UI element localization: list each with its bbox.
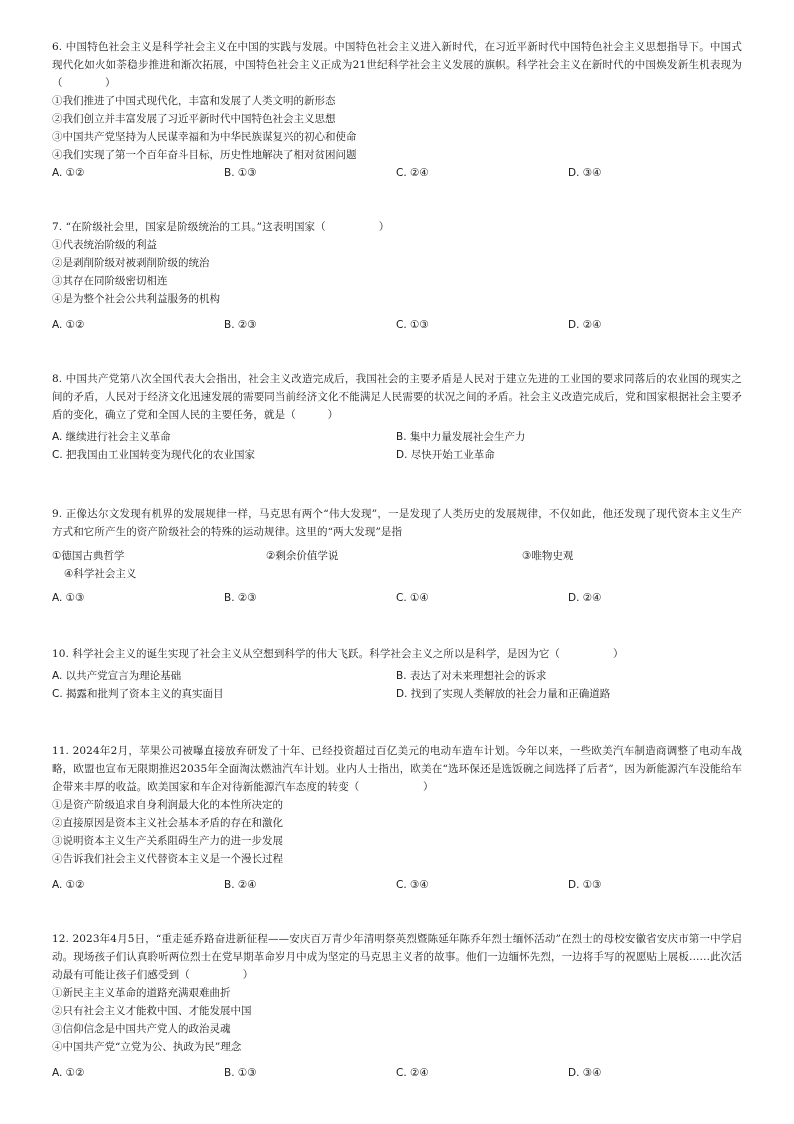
option-c[interactable]: C. 揭露和批判了资本主义的真实面目 — [52, 688, 224, 700]
answer-options — [52, 316, 742, 334]
option-c[interactable]: C. 把我国由工业国转变为现代化的农业国家 — [52, 449, 256, 461]
statement-item: ②只有社会主义才能救中国、才能发展中国 — [52, 1005, 252, 1017]
option-a[interactable]: A. ①② — [52, 879, 85, 891]
option-c[interactable]: C. ③④ — [396, 879, 429, 891]
option-d[interactable]: D. ③④ — [568, 1067, 602, 1079]
answer-options-row-1 — [52, 667, 742, 685]
question-stem: 12. 2023年4月5日，“重走延乔路奋进新征程——安庆百万青少年清明祭英烈暨陈延年陈乔年烈士缅怀活动”在烈士的母校安徽省安庆市第一中学启动。现场孩子们认真聆听两位烈士在党早期革命岁月中成为坚定的马克思主义者的故事。他们一边缅怀先烈，一边将手写的祝愿贴上展板……此次活动最有可能让孩子们感受到（ ） — [52, 933, 742, 981]
option-a[interactable]: A. ①③ — [52, 592, 85, 604]
question-stem: 9. 正像达尔文发现有机界的发展规律一样，马克思有两个“伟大发现”，一是发现了人类历史的发展规律，不仅如此，他还发现了现代资本主义生产方式和它所产生的资产阶级社会的特殊的运动规律。这里的“两大发现”是指 — [52, 508, 742, 538]
question-stem: 11. 2024年2月，苹果公司被曝直接放弃研发了十年、已经投资超过百亿美元的电动车造车计划。今年以来，一些欧美汽车制造商调整了电动车战略，欧盟也宣布无限期推迟2035年全面淘汰燃油汽车计划。业内人士指出，欧美在“选环保还是选饭碗之间选择了后者”，因为新能源汽车没能给车企带来丰厚的收益。欧美国家和车企对待新能源汽车态度的转变（ ） — [52, 745, 742, 793]
option-b[interactable]: B. ②③ — [224, 592, 257, 604]
option-d[interactable]: D. ①③ — [568, 879, 602, 891]
option-a[interactable]: A. 以共产党宣言为理论基础 — [52, 670, 182, 682]
option-b[interactable]: B. ②③ — [224, 319, 257, 331]
option-b[interactable]: B. 集中力量发展社会生产力 — [396, 431, 526, 443]
statement-item: ①德国古典哲学 — [52, 550, 125, 562]
option-b[interactable]: B. ①③ — [224, 167, 257, 179]
option-c[interactable]: C. ②④ — [396, 167, 429, 179]
option-b[interactable]: B. ②④ — [224, 879, 257, 891]
question-stem: 7. “在阶级社会里，国家是阶级统治的工具。”这表明国家（ ） — [52, 221, 390, 233]
statement-item: ①代表统治阶级的利益 — [52, 239, 157, 251]
option-d[interactable]: D. ②④ — [568, 592, 602, 604]
statement-item: ④告诉我们社会主义代替资本主义是一个漫长过程 — [52, 853, 283, 865]
answer-options-row-1 — [52, 428, 742, 446]
statement-item: ④是为整个社会公共利益服务的机构 — [52, 293, 220, 305]
statement-item: ③中国共产党坚持为人民谋幸福和为中华民族谋复兴的初心和使命 — [52, 131, 357, 143]
statement-item: ④中国共产党“立党为公、执政为民”理念 — [52, 1041, 242, 1053]
option-c[interactable]: C. ①③ — [396, 319, 429, 331]
statement-item: ④科学社会主义 — [64, 568, 137, 580]
question-stem: 6. 中国特色社会主义是科学社会主义在中国的实践与发展。中国特色社会主义进入新时代，在习近平新时代中国特色社会主义思想指导下。中国式现代化如火如荼稳步推进和渐次拓展，中国特色社会主义正成为21世纪科学社会主义发展的旗帜。科学社会主义在新时代的中国焕发新生机表现为（ ） — [52, 41, 742, 89]
statement-item: ④我们实现了第一个百年奋斗目标，历史性地解决了相对贫困问题 — [52, 149, 357, 161]
question-6 — [52, 38, 742, 182]
option-a[interactable]: A. ①② — [52, 167, 85, 179]
option-b[interactable]: B. ①③ — [224, 1067, 257, 1079]
statement-items-row — [52, 547, 742, 565]
option-c[interactable]: C. ①④ — [396, 592, 429, 604]
question-8 — [52, 370, 742, 464]
statement-item: ①新民主主义革命的道路充满艰难曲折 — [52, 987, 231, 999]
statement-item: ①我们推进了中国式现代化，丰富和发展了人类文明的新形态 — [52, 95, 336, 107]
statement-item: ③信仰信念是中国共产党人的政治灵魂 — [52, 1023, 231, 1035]
statement-item: ②是剥削阶级对被剥削阶级的统治 — [52, 257, 210, 269]
answer-options-row-2 — [52, 446, 742, 464]
statement-item: ②剩余价值学说 — [266, 550, 339, 562]
statement-item: ②我们创立并丰富发展了习近平新时代中国特色社会主义思想 — [52, 113, 336, 125]
question-9 — [52, 505, 742, 607]
statement-item: ②直接原因是资本主义社会基本矛盾的存在和激化 — [52, 817, 283, 829]
answer-options — [52, 876, 742, 894]
question-7 — [52, 218, 742, 334]
option-c[interactable]: C. ②④ — [396, 1067, 429, 1079]
answer-options — [52, 589, 742, 607]
option-d[interactable]: D. 尽快开始工业革命 — [396, 449, 495, 461]
option-a[interactable]: A. 继续进行社会主义革命 — [52, 431, 171, 443]
option-a[interactable]: A. ①② — [52, 1067, 85, 1079]
statement-item: ③其存在同阶级密切相连 — [52, 275, 168, 287]
option-d[interactable]: D. ②④ — [568, 319, 602, 331]
statement-item: ③说明资本主义生产关系阻碍生产力的进一步发展 — [52, 835, 283, 847]
option-a[interactable]: A. ①② — [52, 319, 85, 331]
question-stem: 10. 科学社会主义的诞生实现了社会主义从空想到科学的伟大飞跃。科学社会主义之所以是科学，是因为它（ ） — [52, 648, 624, 660]
answer-options — [52, 1064, 742, 1082]
option-d[interactable]: D. 找到了实现人类解放的社会力量和正确道路 — [396, 688, 611, 700]
option-d[interactable]: D. ③④ — [568, 167, 602, 179]
question-stem: 8. 中国共产党第八次全国代表大会指出，社会主义改造完成后，我国社会的主要矛盾是人民对于建立先进的工业国的要求同落后的农业国的现实之间的矛盾，人民对于经济文化迅速发展的需要同当前经济文化不能满足人民需要的状况之间的矛盾。社会主义改造完成后，党和国家根据社会主要矛盾的变化，确立了党和全国人民的主要任务，就是（ ） — [52, 373, 742, 421]
answer-options — [52, 164, 742, 182]
question-12 — [52, 930, 742, 1082]
statement-items-row — [52, 565, 742, 583]
answer-options-row-2 — [52, 685, 742, 703]
question-11 — [52, 742, 742, 894]
statement-item: ①是资产阶级追求自身利润最大化的本性所决定的 — [52, 799, 283, 811]
statement-item: ③唯物史观 — [522, 550, 574, 562]
question-10 — [52, 645, 742, 703]
option-b[interactable]: B. 表达了对未来理想社会的诉求 — [396, 670, 547, 682]
